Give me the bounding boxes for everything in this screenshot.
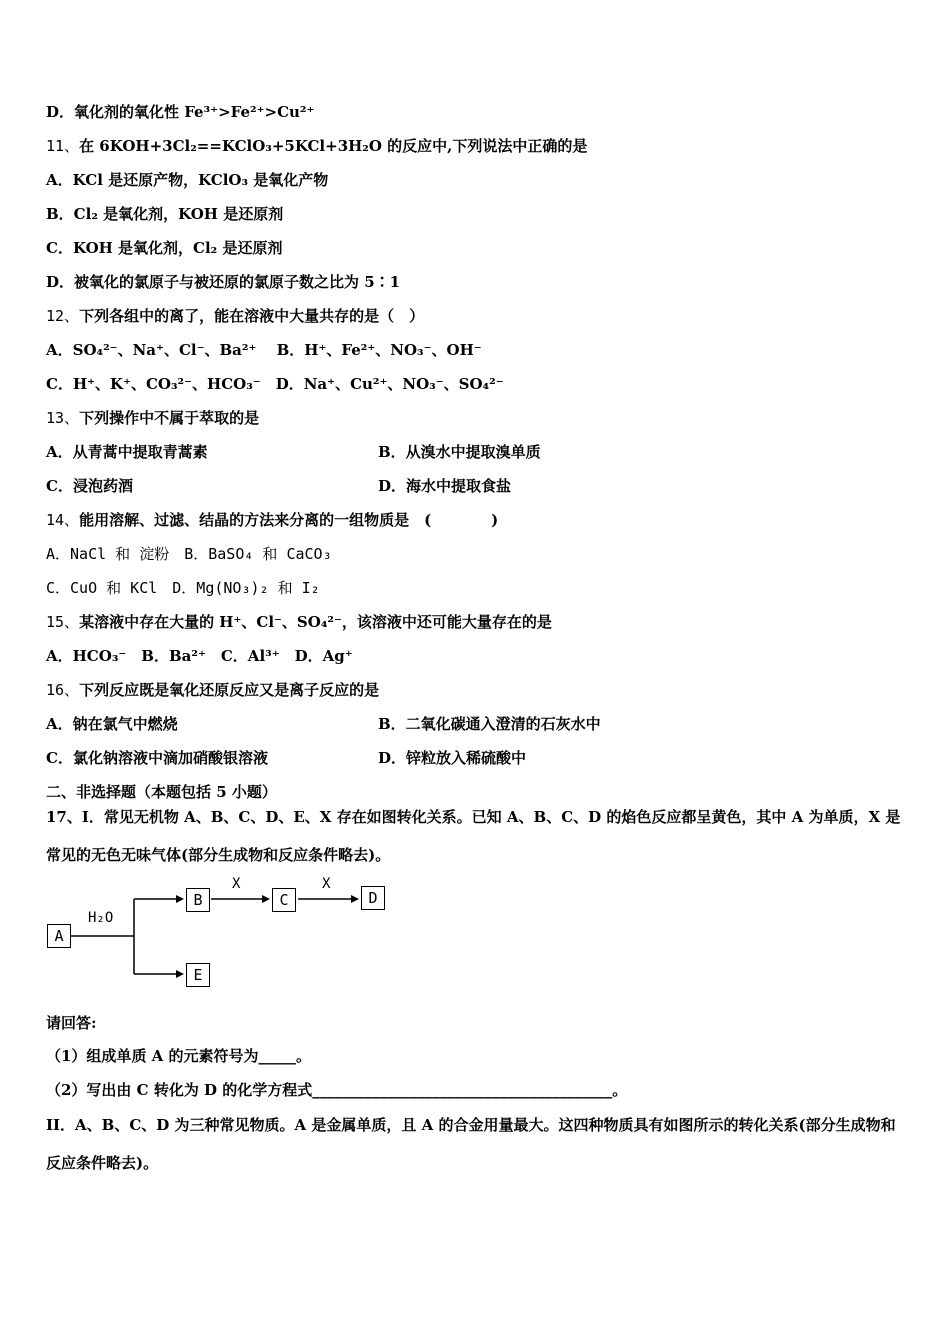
node-c: C: [272, 888, 296, 912]
q11-option-c: C．KOH 是氧化剂，Cl₂ 是还原剂: [46, 239, 283, 257]
arrow-to-b: [176, 895, 184, 903]
q15-options: A．HCO₃⁻ B．Ba²⁺ C．Al³⁺ D．Ag⁺: [46, 647, 353, 665]
q12-options-row2: C．H⁺、K⁺、CO₃²⁻、HCO₃⁻ D．Na⁺、Cu²⁺、NO₃⁻、SO₄²⁻: [46, 375, 504, 393]
arrow-to-e: [176, 970, 184, 978]
q11-stem: [46, 136, 587, 156]
q17-sub1: （1）组成单质 A 的元素符号为_____。: [46, 1047, 312, 1065]
q16-option-b: B．二氧化碳通入澄清的石灰水中: [378, 715, 601, 733]
label-x-2: X: [322, 876, 331, 892]
q13-number: 13、: [46, 409, 80, 427]
conversion-diagram: [46, 876, 396, 991]
q15-stem-text: 某溶液中存在大量的 H⁺、Cl⁻、SO₄²⁻，该溶液中还可能大量存在的是: [79, 613, 552, 631]
arrow-to-d: [351, 895, 359, 903]
label-x-1: X: [232, 876, 241, 892]
q12-number: 12、: [46, 307, 80, 325]
q12-stem: [46, 306, 424, 326]
q14-options-row2: C．CuO 和 KCl D．Mg(NO₃)₂ 和 I₂: [46, 579, 320, 597]
q13-option-d: D．海水中提取食盐: [378, 477, 512, 495]
q11-number: 11、: [46, 137, 80, 155]
q13-option-b: B．从溴水中提取溴单质: [378, 443, 541, 461]
q10-option-d: D．氧化剂的氧化性 Fe³⁺>Fe²⁺>Cu²⁺: [46, 103, 315, 121]
q11-option-d: D．被氧化的氯原子与被还原的氯原子数之比为 5∶1: [46, 273, 401, 291]
q13-option-a: A．从青蒿中提取青蒿素: [46, 443, 208, 461]
q11-option-b: B．Cl₂ 是氧化剂，KOH 是还原剂: [46, 205, 284, 223]
q17-part1: 17、I．常见无机物 A、B、C、D、E、X 存在如图转化关系。已知 A、B、C、D 的焰色反应都呈黄色，其中 A 为单质，X 是常见的无色无味气体(部分生成物和反应条件略去)。: [46, 808, 901, 864]
label-water: H₂O: [88, 910, 114, 926]
q16-option-d: D．锌粒放入稀硫酸中: [378, 749, 527, 767]
q11-option-a: A．KCl 是还原产物，KClO₃ 是氧化产物: [46, 171, 329, 189]
q16-number: 16、: [46, 681, 80, 699]
node-a: A: [47, 924, 71, 948]
q14-number: 14、: [46, 511, 80, 529]
q15-stem: [46, 612, 552, 632]
q16-stem: [46, 680, 379, 700]
section-heading: 二、非选择题（本题包括 5 小题）: [46, 783, 277, 801]
node-d: D: [361, 886, 385, 910]
q12-stem-text: 下列各组中的离了，能在溶液中大量共存的是（ ）: [79, 307, 425, 325]
arrow-to-c: [262, 895, 270, 903]
q11-stem-text: 在 6KOH+3Cl₂==KClO₃+5KCl+3H₂O 的反应中,下列说法中正确的是: [79, 137, 588, 155]
diagram-lines: [46, 876, 396, 991]
node-e: E: [186, 963, 210, 987]
q17-part2: II．A、B、C、D 为三种常见物质。A 是金属单质，且 A 的合金用量最大。这四种物质具有如图所示的转化关系(部分生成物和反应条件略去)。: [46, 1116, 896, 1172]
q16-stem-text: 下列反应既是氧化还原反应又是离子反应的是: [79, 681, 380, 699]
node-b: B: [186, 888, 210, 912]
q14-stem: [46, 510, 498, 530]
q13-stem: [46, 408, 259, 428]
q12-options-row1: A．SO₄²⁻、Na⁺、Cl⁻、Ba²⁺ B．H⁺、Fe²⁺、NO₃⁻、OH⁻: [46, 341, 482, 359]
q16-option-c: C．氯化钠溶液中滴加硝酸银溶液: [46, 749, 268, 767]
q13-stem-text: 下列操作中不属于萃取的是: [79, 409, 260, 427]
q14-options-row1: A．NaCl 和 淀粉 B．BaSO₄ 和 CaCO₃: [46, 545, 332, 563]
q17-prompt: 请回答:: [46, 1014, 97, 1032]
q16-option-a: A．钠在氯气中燃烧: [46, 715, 178, 733]
q17-sub2: （2）写出由 C 转化为 D 的化学方程式________________________________________。: [46, 1081, 628, 1099]
q13-option-c: C．浸泡药酒: [46, 477, 133, 495]
q14-stem-text: 能用溶解、过滤、结晶的方法来分离的一组物质是 ( ): [79, 511, 499, 529]
q15-number: 15、: [46, 613, 80, 631]
